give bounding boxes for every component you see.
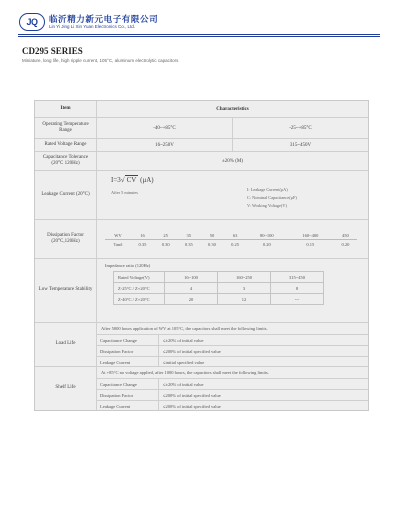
leakage-current-label: Leakage Current (20°C) [35, 171, 97, 219]
dissipation-table [105, 231, 357, 248]
tan-cell: 0.35 [138, 241, 147, 247]
leakage-formula [111, 175, 154, 184]
impedance-row [114, 294, 324, 305]
operating-temp-label: Operating Temperature Range [35, 118, 97, 138]
leakage-legend-i: I: Leakage Current(μA) [247, 187, 288, 192]
shelf-life-value: ≤200% of initial specified value [163, 403, 221, 409]
tan-cell: 0.20 [262, 241, 271, 247]
formula-prefix: I=3 [111, 176, 121, 184]
load-life-key: Leakage Current [97, 357, 159, 367]
capacitance-tolerance-value: ±20% (M) [222, 158, 243, 164]
wv-cell: 63 [224, 231, 247, 240]
operating-temp-right: -25~+85°C [289, 125, 312, 131]
leakage-after: After 5 minutes [111, 190, 138, 195]
table-header-row [35, 101, 368, 118]
load-life-item [97, 335, 368, 346]
shelf-life-row [35, 367, 368, 410]
impedance-cell: --- [271, 294, 324, 305]
series-subtitle: Miniature, long life, high ripple current, 105°C, aluminum electrolytic capacitors [22, 58, 179, 63]
logo-text: JQ [26, 17, 38, 27]
impedance-header-cell: 16~100 [165, 272, 218, 283]
wv-cell: 450 [334, 231, 357, 240]
impedance-row [114, 283, 324, 294]
wv-cell: 16 [131, 231, 154, 240]
shelf-life-key: Dissipation Factor [97, 390, 159, 400]
sqrt-icon: √ [120, 176, 125, 184]
wv-cell: 35 [177, 231, 200, 240]
load-life-row [35, 323, 368, 367]
impedance-title: Impedance ratio (120Hz) [105, 263, 151, 268]
header-rule [18, 34, 380, 35]
load-life-key: Dissipation Factor [97, 346, 159, 356]
low-temp-label: Low Temperature Stability [35, 259, 97, 322]
impedance-header-cell: 315~450 [271, 272, 324, 283]
shelf-life-value: ≤±20% of initial value [163, 381, 204, 387]
company-name-en: Lin Yi Jing Li Xin Yuan Electronics Co., Ltd. [49, 24, 135, 29]
impedance-cell: 20 [165, 294, 218, 305]
shelf-life-value: ≤200% of initial specified value [163, 392, 221, 398]
tan-row [105, 240, 357, 249]
operating-temp-row [35, 118, 368, 139]
company-logo [19, 13, 45, 31]
impedance-header-row [114, 272, 324, 283]
capacitance-tolerance-row [35, 152, 368, 171]
shelf-life-item [97, 379, 368, 390]
tan-cell: 0.30 [208, 241, 216, 247]
dissipation-label: Dissipation Factor (20°C,120Hz) [35, 220, 97, 258]
load-life-item [97, 346, 368, 357]
load-life-label: Load Life [35, 323, 97, 366]
leakage-legend [247, 186, 297, 210]
shelf-life-key: Capacitance Change [97, 379, 159, 389]
shelf-life-item [97, 401, 368, 411]
impedance-header-cell: 160~250 [218, 272, 271, 283]
leakage-current-row [35, 171, 368, 220]
leakage-legend-v: V: Working Voltage(V) [247, 203, 287, 208]
wv-cell: 50 [200, 231, 223, 240]
wv-row [105, 231, 357, 240]
formula-root: CV [126, 176, 137, 184]
rated-voltage-right: 315~450V [289, 142, 312, 148]
load-life-value: ≤initial specified value [163, 359, 205, 365]
rated-voltage-label: Rated Voltage Range [35, 139, 97, 151]
company-name-cn: 临沂精力新元电子有限公司 [49, 15, 159, 25]
characteristics-header: Characteristics [216, 106, 249, 112]
shelf-life-label: Shelf Life [35, 367, 97, 410]
operating-temp-left: -40~+85°C [97, 118, 233, 138]
tan-cell: 0.30 [161, 241, 170, 247]
load-life-value: ≤±20% of initial value [163, 337, 204, 343]
tan-cell: 0.15 [306, 241, 315, 247]
impedance-cell: 8 [271, 283, 324, 294]
impedance-cell: 4 [165, 283, 218, 294]
rated-voltage-row [35, 139, 368, 152]
impedance-table [113, 271, 324, 305]
impedance-header-cell: Rated Voltage(V) [114, 272, 165, 283]
tan-cell: 0.35 [184, 241, 193, 247]
load-life-key: Capacitance Change [97, 335, 159, 345]
tan-cell: 0.20 [341, 241, 350, 247]
dissipation-row [35, 220, 368, 259]
formula-unit: (μA) [140, 176, 154, 184]
shelf-life-key: Leakage Current [97, 401, 159, 411]
item-header: Item [35, 101, 97, 117]
load-life-head: After 5000 hours application of WV at 105°C, the capacitors shall meet the following limits. [97, 323, 368, 335]
rated-voltage-left: 16~250V [97, 139, 233, 151]
capacitance-tolerance-label: Capacitance Tolerance (20°C 120Hz) [35, 152, 97, 170]
wv-label: WV [105, 231, 131, 240]
shelf-life-item [97, 390, 368, 401]
tan-cell: 0.25 [231, 241, 240, 247]
impedance-cell: 3 [218, 283, 271, 294]
load-life-item [97, 357, 368, 367]
low-temp-row [35, 259, 368, 323]
impedance-cell: 12 [218, 294, 271, 305]
series-title: CD295 SERIES [22, 46, 83, 56]
impedance-cell: Z-40°C / Z+20°C [114, 294, 165, 305]
wv-cell: 25 [154, 231, 177, 240]
wv-cell: 160~400 [287, 231, 334, 240]
tan-label: Tanδ [113, 241, 123, 247]
impedance-cell: Z-25°C / Z+20°C [114, 283, 165, 294]
load-life-value: ≤200% of initial specified value [163, 348, 221, 354]
shelf-life-head: At +85°C no voltage applied, after 1000 hours, the capacitors shall meet the following limits. [97, 367, 368, 379]
leakage-legend-c: C: Nominal Capacitance(μF) [247, 195, 297, 200]
header-rule-thin [18, 36, 380, 37]
spec-table [34, 100, 369, 411]
wv-cell: 80~100 [247, 231, 287, 240]
